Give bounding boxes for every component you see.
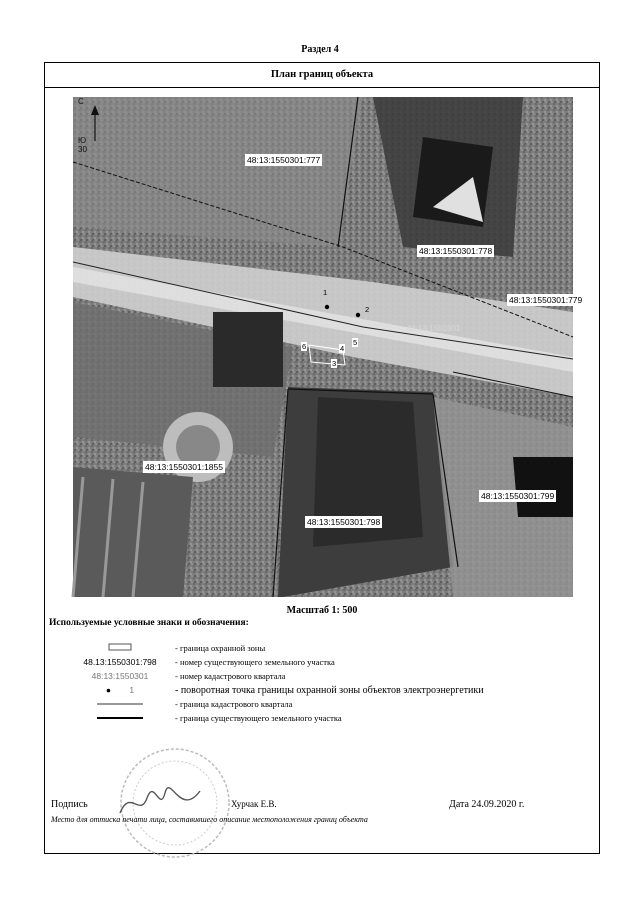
point-number: 1: [129, 685, 135, 695]
boundary-point-2: [356, 313, 360, 317]
aerial-map: [73, 97, 583, 597]
parcel-label: 48:13:1550301:779: [509, 295, 583, 305]
legend-row-parcel-boundary: [65, 713, 585, 727]
point-label: 1: [323, 288, 328, 297]
frame-title: План границ объекта: [45, 63, 599, 88]
legend-desc: - номер кадастрового квартала: [175, 671, 286, 681]
signature-label: Подпись: [51, 799, 88, 810]
boundary-point-1: [325, 305, 329, 309]
legend-symbol-quarter-line: [65, 699, 175, 710]
north-value: 30: [78, 145, 87, 154]
legend-row-parcel: [65, 657, 585, 671]
legend-desc: - граница кадастрового квартала: [175, 699, 293, 709]
map-scale: Масштаб 1: 500: [286, 605, 358, 616]
point-label: 3: [332, 359, 337, 368]
point-label: 5: [353, 338, 358, 347]
legend-row-quarter-boundary: [65, 699, 585, 713]
stamp-note: Место для оттиска печати лица, составившего описание местоположения границ объекта: [51, 815, 368, 824]
legend-desc: - граница существующего земельного участка: [175, 713, 342, 723]
legend: [65, 643, 585, 727]
legend-symbol-point: [65, 685, 175, 695]
point-dot-icon: ●: [105, 685, 112, 695]
legend-desc: - номер существующего земельного участка: [175, 657, 335, 667]
legend-symbol-parcel-line: [65, 713, 175, 724]
parcel-label: 48:13:1550301:799: [481, 491, 555, 501]
signer-name: Хурчак Е.В.: [231, 799, 277, 809]
signature-date: Дата 24.09.2020 г.: [449, 799, 525, 810]
south-letter: Ю: [78, 136, 87, 145]
legend-symbol-quarter: 48:13:1550301: [91, 671, 149, 681]
parcel-label: 48:13:1550301:778: [419, 246, 493, 256]
parcel-label: 48:13:1550301:798: [307, 517, 381, 527]
parcel-label: 48:13:1550301:1855: [145, 462, 223, 472]
legend-desc: - поворотная точка границы охранной зоны объектов электроэнергетики: [175, 685, 484, 696]
parcel-label: 48:13:1550301:777: [247, 155, 321, 165]
point-label: 6: [302, 342, 307, 351]
legend-row-zone: [65, 643, 585, 657]
legend-symbol-parcel: 48.13:1550301:798: [83, 657, 157, 667]
legend-title: Используемые условные знаки и обозначения:: [49, 618, 249, 628]
legend-desc: - граница охранной зоны: [175, 643, 266, 653]
section-title: Раздел 4: [301, 44, 339, 55]
legend-row-point: [65, 685, 585, 699]
point-label: 4: [340, 344, 345, 353]
legend-row-quarter: [65, 671, 585, 685]
legend-symbol-zone: [65, 643, 175, 654]
north-letter: С: [78, 97, 84, 106]
north-arrow: [78, 97, 87, 154]
point-label: 2: [365, 305, 370, 314]
plan-frame: [44, 62, 600, 854]
quarter-label: 48:13:1550301: [407, 324, 461, 333]
